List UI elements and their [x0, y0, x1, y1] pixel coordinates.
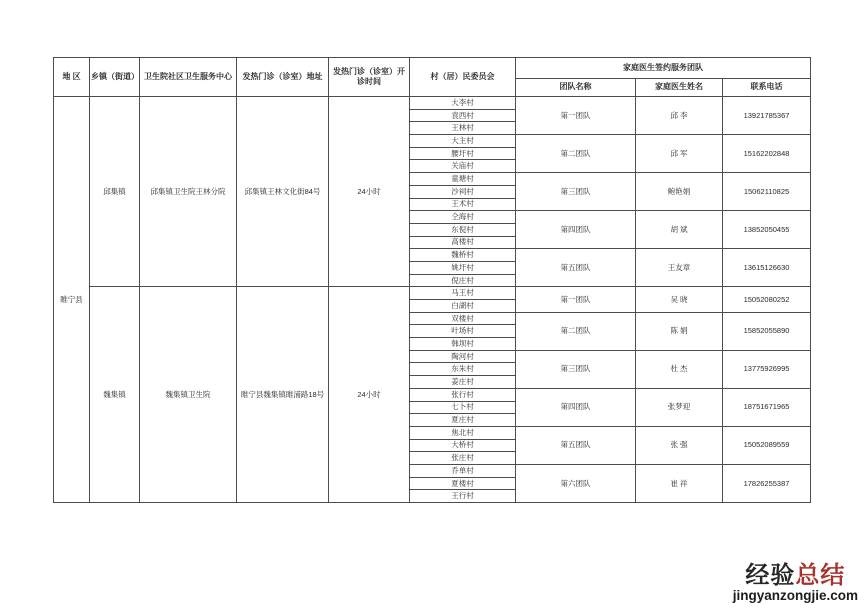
village-cell: 东朱村	[410, 363, 516, 376]
fever-clinic-team-table	[53, 57, 811, 503]
village-cell: 乔单村	[410, 464, 516, 477]
phone-cell: 15162202848	[723, 135, 811, 173]
doctor-name-cell: 张 强	[636, 426, 723, 464]
village-cell: 东倪村	[410, 223, 516, 236]
village-cell: 大桥村	[410, 439, 516, 452]
watermark-brand-red: 总结	[795, 561, 846, 589]
region-cell: 睢宁县	[54, 97, 90, 503]
watermark-brand	[733, 563, 858, 588]
center-cell: 邱集镇卫生院王林分院	[140, 97, 237, 287]
village-cell: 倪庄村	[410, 274, 516, 287]
col-header-team-name: 团队名称	[516, 79, 636, 97]
village-cell: 王行村	[410, 490, 516, 503]
phone-cell: 15052080252	[723, 287, 811, 312]
phone-cell: 13921785367	[723, 97, 811, 135]
col-header-team-group: 家庭医生签约服务团队	[516, 58, 811, 79]
team-name-cell: 第四团队	[516, 211, 636, 249]
village-cell: 马王村	[410, 287, 516, 300]
village-cell: 姚圩村	[410, 261, 516, 274]
doctor-name-cell: 鲍艳娟	[636, 173, 723, 211]
doctor-name-cell: 吴 晓	[636, 287, 723, 312]
village-cell: 童塘村	[410, 173, 516, 186]
doctor-name-cell: 杜 杰	[636, 350, 723, 388]
doctor-name-cell: 崔 祥	[636, 464, 723, 502]
table-header	[54, 58, 811, 97]
team-name-cell: 第四团队	[516, 388, 636, 426]
col-header-phone: 联系电话	[723, 79, 811, 97]
team-name-cell: 第三团队	[516, 350, 636, 388]
village-cell: 夏庄村	[410, 414, 516, 427]
doctor-name-cell: 陈 娟	[636, 312, 723, 350]
doctor-name-cell: 王友章	[636, 249, 723, 287]
table-row	[54, 287, 811, 300]
hours-cell: 24小时	[329, 97, 410, 287]
hours-cell: 24小时	[329, 287, 410, 503]
village-cell: 双楼村	[410, 312, 516, 325]
team-name-cell: 第一团队	[516, 97, 636, 135]
watermark-brand-black: 经验	[745, 561, 796, 589]
doctor-name-cell: 邱 李	[636, 97, 723, 135]
village-cell: 姜庄村	[410, 376, 516, 389]
village-cell: 关庙村	[410, 160, 516, 173]
phone-cell: 18751671965	[723, 388, 811, 426]
header-row-1	[54, 58, 811, 79]
col-header-town: 乡镇（街道）	[90, 58, 140, 97]
village-cell: 焦北村	[410, 426, 516, 439]
table-row	[54, 97, 811, 110]
doctor-name-cell: 张梦迎	[636, 388, 723, 426]
village-cell: 陶河村	[410, 350, 516, 363]
village-cell: 仝海村	[410, 211, 516, 224]
table-body	[54, 97, 811, 503]
village-cell: 韩坝村	[410, 338, 516, 351]
village-cell: 王术村	[410, 198, 516, 211]
team-name-cell: 第六团队	[516, 464, 636, 502]
phone-cell: 13615126630	[723, 249, 811, 287]
village-cell: 袁西村	[410, 109, 516, 122]
village-cell: 王林村	[410, 122, 516, 135]
col-header-doctor: 家庭医生姓名	[636, 79, 723, 97]
village-cell: 白湖村	[410, 300, 516, 313]
village-cell: 大李村	[410, 97, 516, 110]
center-cell: 魏集镇卫生院	[140, 287, 237, 503]
watermark-domain: jingyanzongjie.com	[732, 588, 858, 603]
address-cell: 邱集镇王林文化街84号	[237, 97, 329, 287]
team-name-cell: 第二团队	[516, 135, 636, 173]
village-cell: 高楼村	[410, 236, 516, 249]
village-cell: 大主村	[410, 135, 516, 148]
watermark	[733, 563, 858, 603]
address-cell: 睢宁县魏集镇睢浦路18号	[237, 287, 329, 503]
col-header-center: 卫生院社区卫生服务中心	[140, 58, 237, 97]
col-header-village: 村（居）民委员会	[410, 58, 516, 97]
phone-cell: 17826255387	[723, 464, 811, 502]
team-name-cell: 第二团队	[516, 312, 636, 350]
doctor-name-cell: 胡 斌	[636, 211, 723, 249]
phone-cell: 13852050455	[723, 211, 811, 249]
col-header-hours: 发热门诊（诊室）开诊时间	[329, 58, 410, 97]
town-cell: 邱集镇	[90, 97, 140, 287]
village-cell: 魏桥村	[410, 249, 516, 262]
doctor-name-cell: 邱 军	[636, 135, 723, 173]
team-name-cell: 第三团队	[516, 173, 636, 211]
team-name-cell: 第五团队	[516, 426, 636, 464]
phone-cell: 15062110825	[723, 173, 811, 211]
col-header-address: 发热门诊（诊室）地址	[237, 58, 329, 97]
village-cell: 夏楼村	[410, 477, 516, 490]
village-cell: 张庄村	[410, 452, 516, 465]
phone-cell: 13775926995	[723, 350, 811, 388]
village-cell: 叶场村	[410, 325, 516, 338]
team-name-cell: 第五团队	[516, 249, 636, 287]
phone-cell: 15052089559	[723, 426, 811, 464]
town-cell: 魏集镇	[90, 287, 140, 503]
col-header-region: 地 区	[54, 58, 90, 97]
phone-cell: 15852055890	[723, 312, 811, 350]
village-cell: 腰圩村	[410, 147, 516, 160]
village-cell: 七卜村	[410, 401, 516, 414]
team-name-cell: 第一团队	[516, 287, 636, 312]
village-cell: 沙祠村	[410, 185, 516, 198]
village-cell: 张行村	[410, 388, 516, 401]
